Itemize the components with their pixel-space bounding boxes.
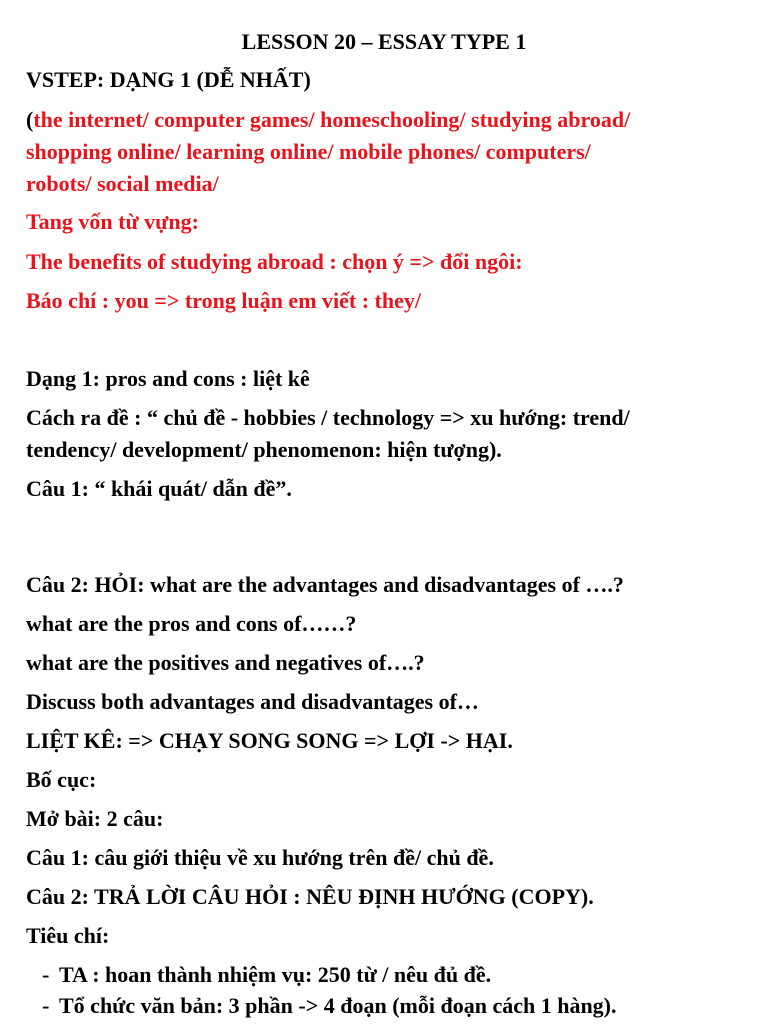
topics-text-1: the internet/ computer games/ homeschooling/ studying abroad/ xyxy=(33,107,631,132)
topics-line-3: robots/ social media/ xyxy=(26,171,219,196)
bullet-text: TA : hoan thành nhiệm vụ: 250 từ / nêu đủ đề. xyxy=(59,962,492,987)
criteria-bullet-2 xyxy=(42,993,617,1019)
intro-sentence-1: Câu 1: câu giới thiệu về xu hướng trên đề/ chủ đề. xyxy=(26,845,494,870)
press-note: Báo chí : you => trong luận em viết : they/ xyxy=(26,288,421,313)
question-line-3: what are the positives and negatives of….? xyxy=(26,650,425,675)
topics-line-1 xyxy=(26,107,630,133)
topics-line-2: shopping online/ learning online/ mobile phones/ computers/ xyxy=(26,139,591,164)
criteria-heading: Tiêu chí: xyxy=(26,923,110,948)
lesson-subtitle: VSTEP: DẠNG 1 (DỄ NHẤT) xyxy=(26,67,311,92)
intro-heading: Mở bài: 2 câu: xyxy=(26,806,164,831)
lesson-title: LESSON 20 – ESSAY TYPE 1 xyxy=(241,29,527,54)
layout-heading: Bố cục: xyxy=(26,767,97,792)
vocab-note: Tang vốn từ vựng: xyxy=(26,209,199,234)
bullet-marker: - xyxy=(42,962,50,987)
listing-note: LIỆT KÊ: => CHẠY SONG SONG => LỢI -> HẠI. xyxy=(26,728,513,753)
bullet-marker: - xyxy=(42,993,50,1018)
benefits-note: The benefits of studying abroad : chọn ý => đổi ngôi: xyxy=(26,249,523,274)
criteria-bullet-1 xyxy=(42,962,491,988)
intro-sentence-2: Câu 2: TRẢ LỜI CÂU HỎI : NÊU ĐỊNH HƯỚNG (COPY). xyxy=(26,884,594,909)
topic-format-line-1: Cách ra đề : “ chủ đề - hobbies / technology => xu hướng: trend/ xyxy=(26,405,630,430)
type1-heading: Dạng 1: pros and cons : liệt kê xyxy=(26,366,310,391)
bullet-text: Tổ chức văn bản: 3 phần -> 4 đoạn (mỗi đoạn cách 1 hàng). xyxy=(59,993,617,1018)
topic-format-line-2: tendency/ development/ phenomenon: hiện tượng). xyxy=(26,437,502,462)
sentence-1-note: Câu 1: “ khái quát/ dẫn đề”. xyxy=(26,476,292,501)
question-line-2: what are the pros and cons of……? xyxy=(26,611,357,636)
question-line-1: Câu 2: HỎI: what are the advantages and disadvantages of ….? xyxy=(26,572,624,597)
question-line-4: Discuss both advantages and disadvantages of… xyxy=(26,689,479,714)
open-paren: ( xyxy=(26,107,34,132)
